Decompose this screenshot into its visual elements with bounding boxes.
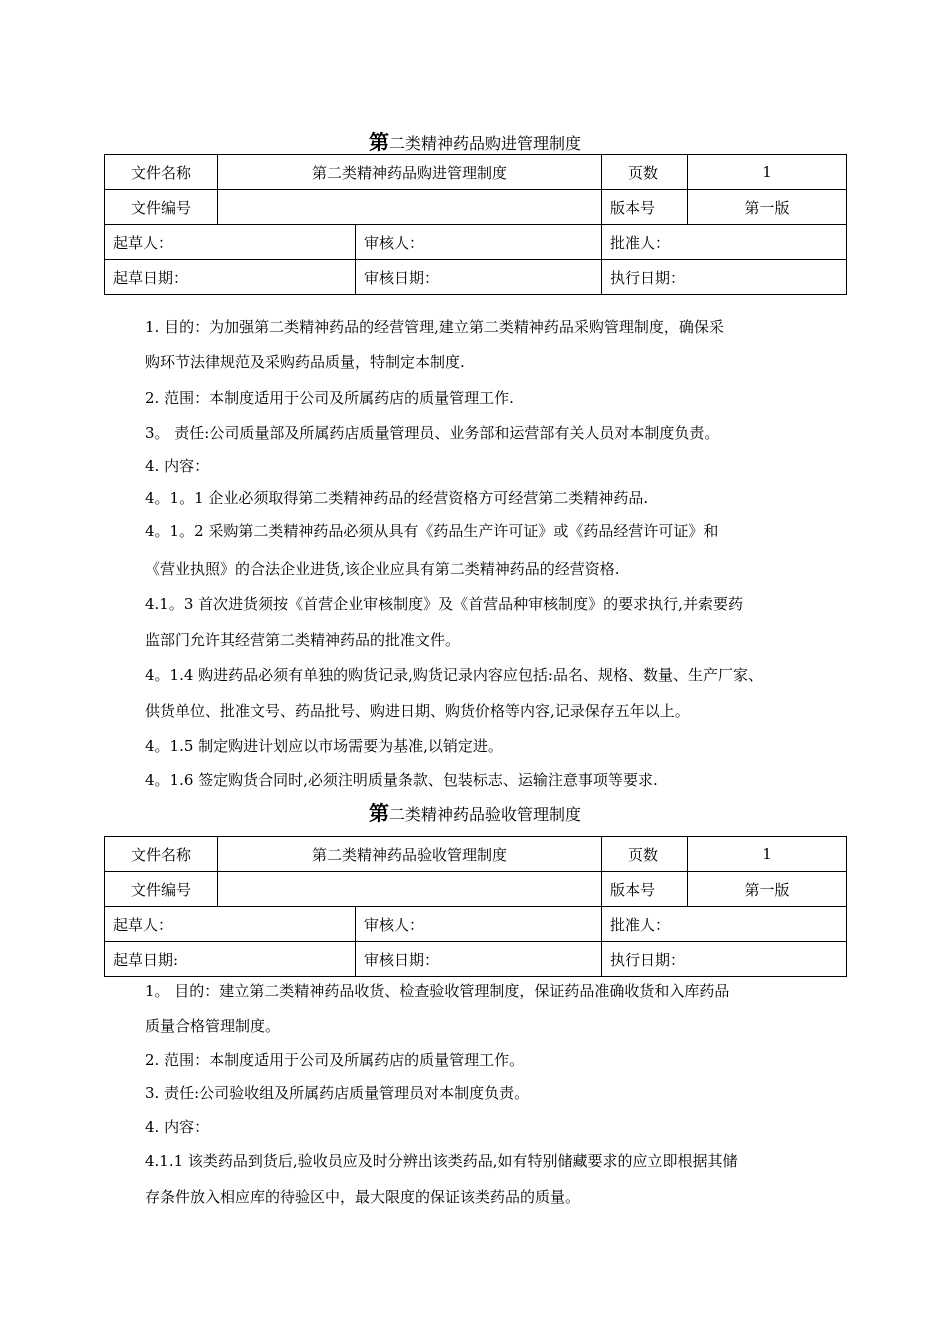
- table-row: [105, 907, 847, 942]
- table-row: [105, 872, 847, 907]
- doc2-title-first-char: 第: [368, 801, 389, 825]
- doc1-line-14: 4。1.6 签定购货合同时,必须注明质量条款、包装标志、运输注意事项等要求.: [145, 771, 658, 789]
- file-name-label: 文件名称: [105, 837, 218, 872]
- doc1-line-6: 4。1。1 企业必须取得第二类精神药品的经营资格方可经营第二类精神药品.: [145, 489, 649, 507]
- doc1-info-table: [104, 154, 847, 295]
- doc1-title-rest: 二类精神药品购进管理制度: [388, 134, 581, 153]
- doc1-line-1: 1. 目的：为加强第二类精神药品的经营管理,建立第二类精神药品采购管理制度，确保采: [145, 318, 724, 336]
- reviewer-label: 审核人：: [356, 907, 602, 942]
- exec-date-label: 执行日期：: [602, 942, 847, 977]
- drafter-label: 起草人：: [105, 225, 356, 260]
- file-no-label: 文件编号: [105, 872, 218, 907]
- doc1-title: [0, 132, 950, 154]
- doc2-title: [0, 803, 950, 825]
- doc1-line-5: 4. 内容：: [145, 457, 210, 475]
- doc1-line-3: 2. 范围：本制度适用于公司及所属药店的质量管理工作.: [145, 389, 514, 407]
- table-row: [105, 942, 847, 977]
- pages-label: 页数: [602, 837, 688, 872]
- doc1-line-7: 4。1。2 采购第二类精神药品必须从具有《药品生产许可证》或《药品经营许可证》和: [145, 522, 719, 540]
- doc2-line-5: 4. 内容：: [145, 1118, 210, 1136]
- doc2-line-4: 3. 责任:公司验收组及所属药店质量管理员对本制度负责。: [145, 1084, 530, 1102]
- doc2-line-1: 1。 目的：建立第二类精神药品收货、检查验收管理制度，保证药品准确收货和入库药品: [145, 982, 730, 1000]
- approver-label: 批准人：: [602, 907, 847, 942]
- file-no-value: [218, 190, 602, 225]
- table-row: [105, 837, 847, 872]
- version-value: 第一版: [688, 190, 847, 225]
- doc1-line-13: 4。1.5 制定购进计划应以市场需要为基准,以销定进。: [145, 737, 503, 755]
- doc2-line-2: 质量合格管理制度。: [145, 1017, 281, 1035]
- doc2-line-3: 2. 范围：本制度适用于公司及所属药店的质量管理工作。: [145, 1051, 525, 1069]
- version-label: 版本号: [602, 190, 688, 225]
- draft-date-label: 起草日期:: [105, 942, 356, 977]
- doc2-info-table: [104, 836, 847, 977]
- doc1-line-9: 4.1。3 首次进货须按《首营企业审核制度》及《首营品种审核制度》的要求执行,并索要药: [145, 595, 743, 613]
- drafter-label: 起草人：: [105, 907, 356, 942]
- version-label: 版本号: [602, 872, 688, 907]
- doc1-title-first-char: 第: [368, 130, 389, 154]
- file-name-value: 第二类精神药品购进管理制度: [218, 155, 602, 190]
- doc1-line-2: 购环节法律规范及采购药品质量，特制定本制度.: [145, 353, 465, 371]
- pages-value: 1: [688, 155, 847, 190]
- file-name-value: 第二类精神药品验收管理制度: [218, 837, 602, 872]
- doc2-title-rest: 二类精神药品验收管理制度: [388, 805, 581, 824]
- pages-label: 页数: [602, 155, 688, 190]
- doc1-line-11: 4。1.4 购进药品必须有单独的购货记录,购货记录内容应包括:品名、规格、数量、生产厂家、: [145, 666, 763, 684]
- doc2-line-7: 存条件放入相应库的待验区中，最大限度的保证该类药品的质量。: [145, 1188, 581, 1206]
- file-no-value: [218, 872, 602, 907]
- approver-label: 批准人：: [602, 225, 847, 260]
- review-date-label: 审核日期：: [356, 942, 602, 977]
- version-value: 第一版: [688, 872, 847, 907]
- table-row: [105, 225, 847, 260]
- table-row: [105, 260, 847, 295]
- exec-date-label: 执行日期：: [602, 260, 847, 295]
- pages-value: 1: [688, 837, 847, 872]
- doc1-line-10: 监部门允许其经营第二类精神药品的批准文件。: [145, 631, 461, 649]
- doc1-line-4: 3。 责任:公司质量部及所属药店质量管理员、业务部和运营部有关人员对本制度负责。: [145, 424, 720, 442]
- doc2-line-6: 4.1.1 该类药品到货后,验收员应及时分辨出该类药品,如有特别储藏要求的应立即根据其储: [145, 1152, 738, 1170]
- file-name-label: 文件名称: [105, 155, 218, 190]
- table-row: [105, 155, 847, 190]
- doc1-line-12: 供货单位、批准文号、药品批号、购进日期、购货价格等内容,记录保存五年以上。: [145, 702, 690, 720]
- table-row: [105, 190, 847, 225]
- doc1-line-8: 《营业执照》的合法企业进货,该企业应具有第二类精神药品的经营资格.: [145, 560, 620, 578]
- review-date-label: 审核日期：: [356, 260, 602, 295]
- file-no-label: 文件编号: [105, 190, 218, 225]
- reviewer-label: 审核人：: [356, 225, 602, 260]
- draft-date-label: 起草日期：: [105, 260, 356, 295]
